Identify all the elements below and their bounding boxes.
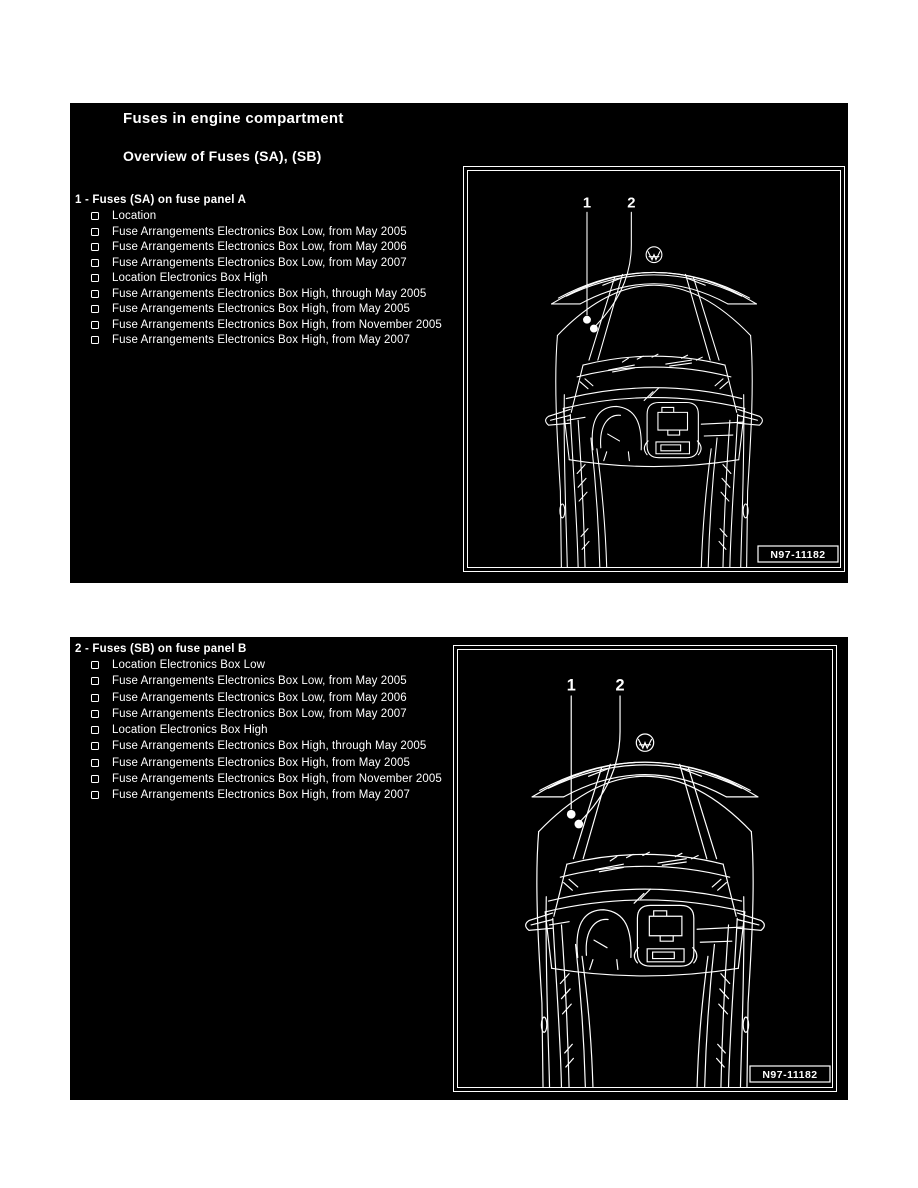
figure-reference-label: N97-11182 — [770, 549, 826, 561]
page-title: Fuses in engine compartment — [123, 110, 344, 127]
fuse-list-item-label: Fuse Arrangements Electronics Box High, from May 2007 — [112, 789, 411, 802]
checkbox-icon — [91, 726, 99, 734]
checkbox-icon — [91, 321, 99, 329]
checkbox-icon — [91, 305, 99, 313]
checkbox-icon — [91, 228, 99, 236]
checkbox-icon — [91, 775, 99, 783]
fuse-list-item-label: Location Electronics Box High — [112, 272, 268, 284]
figure-frame-outer — [464, 167, 845, 572]
checkbox-icon — [91, 742, 99, 750]
fuse-list-item-label: Location — [112, 210, 157, 222]
fuse-list-item — [91, 210, 442, 226]
fuse-list-item-label: Fuse Arrangements Electronics Box High, from November 2005 — [112, 773, 442, 786]
checkbox-icon — [91, 290, 99, 298]
fuse-list-item — [91, 773, 442, 789]
steering-wheel — [592, 406, 641, 449]
callout-2-leader — [596, 212, 631, 325]
fuse-list-a — [91, 210, 442, 350]
callout-2-label: 2 — [615, 676, 625, 695]
fuse-list-item — [91, 675, 442, 691]
fuse-list-item — [91, 740, 442, 756]
fuse-list-item — [91, 241, 442, 257]
callout-2-label: 2 — [627, 195, 636, 212]
left-mirror — [546, 409, 571, 425]
figure-reference — [758, 546, 838, 562]
panel-fuses-sb — [70, 637, 848, 1100]
fuse-list-item — [91, 724, 442, 740]
callout-2-dot — [590, 325, 598, 333]
figure-frame-inner — [458, 650, 833, 1088]
fuse-list-item-label: Fuse Arrangements Electronics Box Low, from May 2006 — [112, 691, 407, 704]
fuse-list-item — [91, 334, 442, 350]
checkbox-icon — [91, 710, 99, 718]
callout-2-dot — [574, 820, 583, 829]
checkbox-icon — [91, 677, 99, 685]
callout-1-label: 1 — [566, 676, 576, 695]
fuse-list-item-label: Location Electronics Box High — [112, 724, 268, 737]
fuse-list-item-label: Fuse Arrangements Electronics Box Low, from May 2007 — [112, 256, 407, 269]
fuse-list-item-label: Fuse Arrangements Electronics Box High, from November 2005 — [112, 318, 442, 331]
left-mirror — [526, 913, 553, 930]
fuse-list-item-label: Fuse Arrangements Electronics Box High, from May 2005 — [112, 756, 411, 769]
callout-1-label: 1 — [582, 195, 592, 212]
fuse-list-item-label: Fuse Arrangements Electronics Box High, from May 2007 — [112, 334, 411, 346]
fuse-list-item — [91, 303, 442, 319]
checkbox-icon — [91, 274, 99, 282]
section-title-fuse-panel-b: 2 - Fuses (SB) on fuse panel B — [75, 643, 247, 655]
checkbox-icon — [91, 791, 99, 799]
checkbox-icon — [91, 694, 99, 702]
fuse-list-item-label: Fuse Arrangements Electronics Box Low, from May 2007 — [112, 707, 407, 720]
figure-reference-label: N97-11182 — [762, 1069, 818, 1081]
fuse-list-item-label: Fuse Arrangements Electronics Box Low, from May 2005 — [112, 675, 407, 688]
car-diagram-sb — [453, 645, 837, 1092]
checkbox-icon — [91, 759, 99, 767]
panel-fuses-sa — [70, 103, 848, 583]
fuse-list-item-label: Fuse Arrangements Electronics Box Low, from May 2005 — [112, 225, 407, 238]
fuse-list-item — [91, 659, 442, 675]
fuse-list-item — [91, 789, 442, 805]
fuse-list-b — [91, 659, 442, 806]
fuse-list-item-label: Fuse Arrangements Electronics Box Low, from May 2006 — [112, 241, 407, 253]
checkbox-icon — [91, 243, 99, 251]
car-diagram-sa — [463, 166, 845, 572]
fuse-list-item-label: Location Electronics Box Low — [112, 659, 266, 671]
figure-frame-inner — [468, 171, 841, 568]
figure-frame-outer — [454, 646, 837, 1092]
fuse-list-item — [91, 319, 442, 335]
callout-2-leader — [581, 696, 620, 821]
overview-subtitle: Overview of Fuses (SA), (SB) — [123, 148, 322, 164]
car-line-art — [526, 677, 765, 1087]
steering-wheel — [577, 910, 631, 958]
checkbox-icon — [91, 336, 99, 344]
fuse-list-item — [91, 226, 442, 242]
checkbox-icon — [91, 259, 99, 267]
figure-reference — [750, 1066, 830, 1082]
checkbox-icon — [91, 212, 99, 220]
car-line-art — [546, 195, 763, 567]
fuse-list-item — [91, 757, 442, 773]
fuse-list-item-label: Fuse Arrangements Electronics Box High, through May 2005 — [112, 287, 427, 300]
fuse-list-item-label: Fuse Arrangements Electronics Box High, from May 2005 — [112, 303, 411, 315]
fuse-list-item — [91, 272, 442, 288]
checkbox-icon — [91, 661, 99, 669]
fuse-list-item — [91, 257, 442, 273]
callout-1-dot — [583, 316, 591, 324]
section-title-fuse-panel-a: 1 - Fuses (SA) on fuse panel A — [75, 194, 247, 206]
fuse-list-item — [91, 288, 442, 304]
fuse-list-item-label: Fuse Arrangements Electronics Box High, through May 2005 — [112, 740, 427, 753]
fuse-list-item — [91, 708, 442, 724]
fuse-list-item — [91, 692, 442, 708]
callout-1-dot — [567, 810, 576, 819]
